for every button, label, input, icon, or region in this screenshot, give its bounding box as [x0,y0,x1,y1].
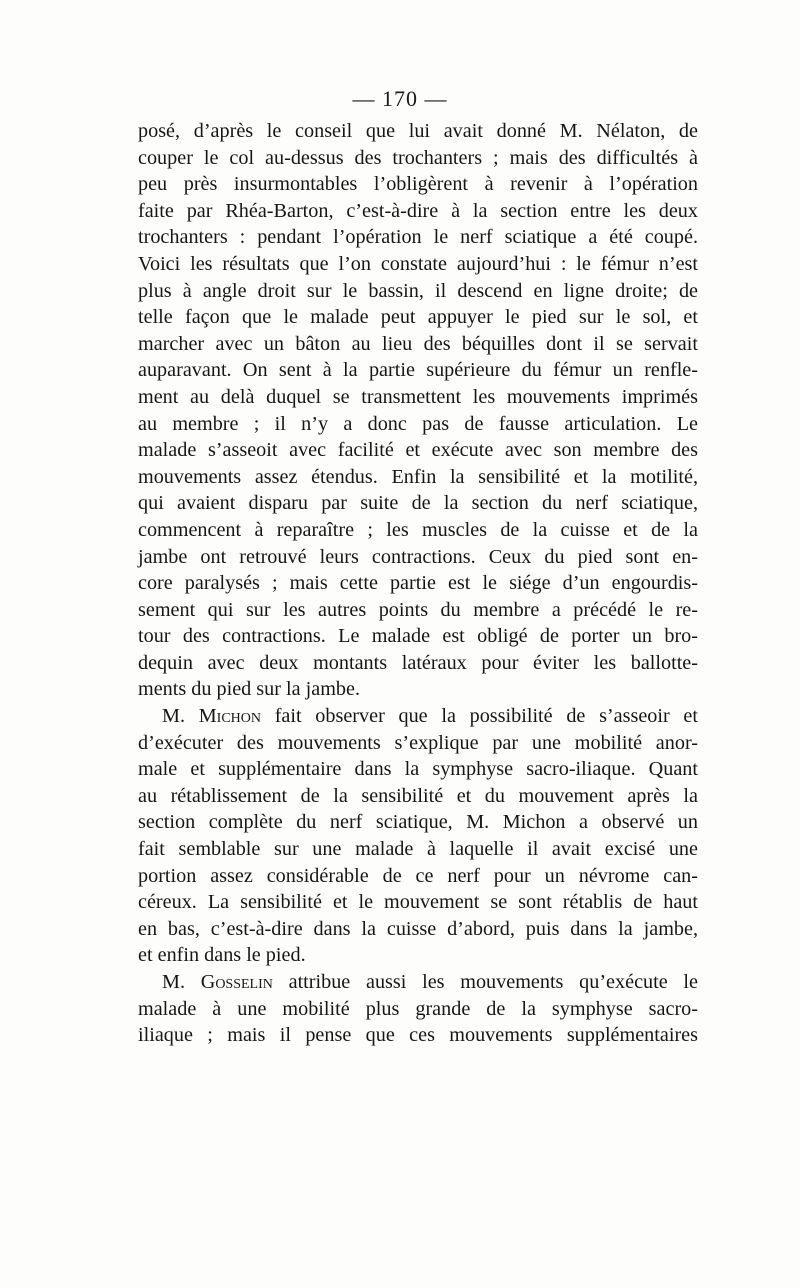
paragraph-line: mouvements assez étendus. Enfin la sensibilité et la motilité, [138,465,698,488]
paragraph-line: section complète du nerf sciatique, M. Michon a observé un [138,811,698,834]
paragraph-line: au membre ; il n’y a donc pas de fausse articulation. Le [138,412,698,435]
paragraph-line: et enfin dans le pied. [138,944,306,967]
paragraph-line: tour des contractions. Le malade est obligé de porter un bro- [138,625,698,648]
paragraph-line: plus à angle droit sur le bassin, il descend en ligne droite; de [138,279,698,302]
paragraph-line: sement qui sur les autres points du membre a précédé le re- [138,598,698,621]
paragraph-1 [138,118,698,703]
paragraph-line: trochanters : pendant l’opération le nerf sciatique a été coupé. [138,226,698,249]
paragraph-line: jambe ont retrouvé leurs contractions. Ceux du pied sont en- [138,545,698,568]
page-number: — 170 — [352,86,448,111]
paragraph-line: céreux. La sensibilité et le mouvement se sont rétablis de haut [138,891,698,914]
paragraph-line [138,703,698,730]
paragraph-line: au rétablissement de la sensibilité et du mouvement après la [138,784,698,807]
speaker-name: Gosselin [200,971,273,993]
body-text [138,118,698,1049]
paragraph-line: faite par Rhéa-Barton, c’est-à-dire à la section entre les deux [138,199,698,222]
paragraph-line [138,969,698,996]
paragraph-line: ment au delà duquel se transmettent les mouvements imprimés [138,385,698,408]
paragraph-line: malade à une mobilité plus grande de la symphyse sacro- [138,997,698,1020]
paragraph-line: en bas, c’est-à-dire dans la cuisse d’abord, puis dans la jambe, [138,917,698,940]
paragraph-line: d’exécuter des mouvements s’explique par une mobilité anor- [138,731,698,754]
speaker-name: Michon [198,705,261,728]
paragraph-line: male et supplémentaire dans la symphyse sacro-iliaque. Quant [138,758,698,781]
paragraph-line: commencent à reparaître ; les muscles de la cuisse et de la [138,518,698,541]
paragraph-line: peu près insurmontables l’obligèrent à revenir à l’opération [138,173,698,196]
paragraph-line: core paralysés ; mais cette partie est le siége d’un engourdis- [138,572,698,595]
paragraph-line: qui avaient disparu par suite de la section du nerf sciatique, [138,492,698,515]
paragraph-line: dequin avec deux montants latéraux pour éviter les ballotte- [138,651,698,674]
speaker-prefix: M. [162,705,199,728]
paragraph-line: iliaque ; mais il pense que ces mouvements supplémentaires [138,1024,698,1047]
paragraph-line: couper le col au-dessus des trochanters ; mais des difficultés à [138,146,698,169]
line-text: fait observer que la possibilité de s’asseoir et [260,705,698,728]
paragraph-3 [138,969,698,1049]
paragraph-line: marcher avec un bâton au lieu des béquilles dont il se servait [138,332,698,355]
paragraph-line: telle façon que le malade peut appuyer le pied sur le sol, et [138,306,698,329]
paragraph-line: Voici les résultats que l’on constate aujourd’hui : le fémur n’est [138,252,698,275]
paragraph-line: malade s’asseoit avec facilité et exécute avec son membre des [138,439,698,462]
paragraph-line: auparavant. On sent à la partie supérieure du fémur un renfle- [138,359,698,382]
paragraph-line: fait semblable sur une malade à laquelle il avait excisé une [138,838,698,861]
paragraph-line: ments du pied sur la jambe. [138,678,361,701]
paragraph-line: portion assez considérable de ce nerf pour un névrome can- [138,864,698,887]
paragraph-2 [138,703,698,969]
speaker-prefix: M. [162,971,201,993]
paragraph-line: posé, d’après le conseil que lui avait donné M. Nélaton, de [138,120,698,142]
line-text: attribue aussi les mouvements qu’exécute le [272,971,698,993]
